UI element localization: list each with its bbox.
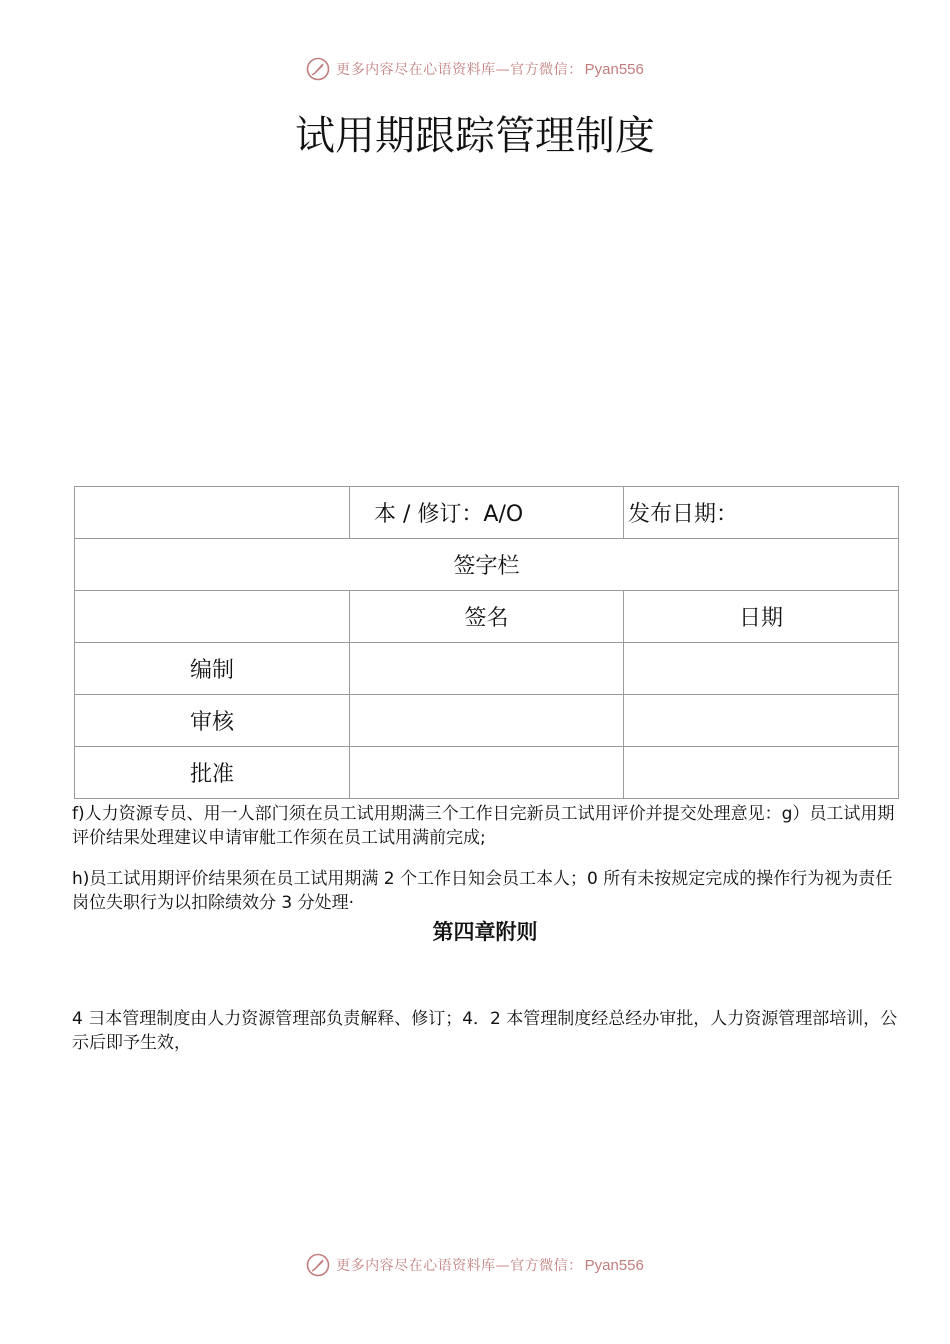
- table-row: [75, 643, 899, 695]
- date-cell: [624, 695, 899, 747]
- role-approve: 批准: [75, 747, 350, 799]
- signature-section-label: 签字栏: [75, 539, 899, 591]
- table-row: [75, 747, 899, 799]
- table-row-version: [75, 487, 899, 539]
- banner-text: 更多内容尽在心语资料库—官方微信：: [336, 1258, 583, 1274]
- date-cell: [624, 643, 899, 695]
- banner-wechat-id: Pyan556: [584, 60, 644, 78]
- signature-cell: [350, 643, 624, 695]
- paragraph-4: 4 彐本管理制度由人力资源管理部负责解释、修订；4．2 本管理制度经总经办审批，人力资源管理部培训，公示后即予生效，: [72, 1009, 898, 1053]
- paragraph-f-g: f)人力资源专员、用一人部门须在员工试用期满三个工作日完新员工试用评价并提交处理意见：g）员工试用期评价结果处理建议申请审舭工作须在员工试用满前完成;: [72, 804, 895, 848]
- quill-pen-logo-icon: [306, 1253, 330, 1277]
- release-date-label: 发布日期：: [624, 487, 899, 539]
- header-signature: 签名: [350, 591, 624, 643]
- document-title: 试用期跟踪管理制度: [295, 113, 655, 159]
- signature-cell: [350, 695, 624, 747]
- signature-cell: [350, 747, 624, 799]
- document-control-table: [74, 486, 899, 799]
- footer-banner: [0, 1250, 950, 1280]
- table-cell-empty: [75, 591, 350, 643]
- banner-wechat-id: Pyan556: [584, 1256, 644, 1274]
- table-row-signature-section: [75, 539, 899, 591]
- table-row: [75, 695, 899, 747]
- table-row-header: [75, 591, 899, 643]
- version-label: 本 / 修订：A/O: [350, 487, 624, 539]
- role-review: 审核: [75, 695, 350, 747]
- role-compile: 编制: [75, 643, 350, 695]
- chapter-heading: 第四章附则: [432, 920, 538, 944]
- paragraph-h: h)员工试用期评价结果须在员工试用期满 2 个工作日知会员工本人；0 所有未按规定完成的操作行为视为责任岗位失职行为以扣除绩效分 3 分处理·: [72, 869, 893, 913]
- table-cell-empty: [75, 487, 350, 539]
- date-cell: [624, 747, 899, 799]
- header-banner: [0, 54, 950, 84]
- quill-pen-logo-icon: [306, 57, 330, 81]
- header-date: 日期: [624, 591, 899, 643]
- banner-text: 更多内容尽在心语资料库—官方微信：: [336, 62, 583, 78]
